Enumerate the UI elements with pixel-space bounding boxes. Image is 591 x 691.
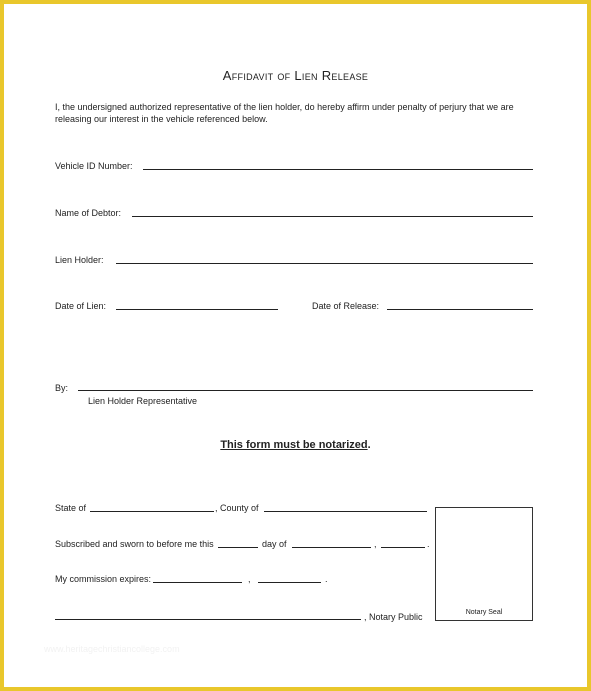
signature-line[interactable] bbox=[78, 390, 533, 391]
subscribed-month-line[interactable] bbox=[292, 547, 371, 548]
date-of-release-label: Date of Release: bbox=[312, 301, 380, 311]
date-of-release-line[interactable] bbox=[387, 309, 533, 310]
notary-seal-box bbox=[435, 507, 533, 621]
subscribed-comma: , bbox=[374, 539, 377, 549]
subscribed-year-line[interactable] bbox=[381, 547, 425, 548]
commission-period: . bbox=[325, 574, 328, 584]
intro-paragraph: I, the undersigned authorized representative of the lien holder, do hereby affirm under penalty of perjury that we are releasing our interest in the vehicle referenced below. bbox=[55, 102, 514, 124]
state-of-label: State of bbox=[55, 503, 87, 513]
lien-holder-line[interactable] bbox=[116, 263, 533, 264]
commission-year-line[interactable] bbox=[258, 582, 321, 583]
commission-label: My commission expires: bbox=[55, 574, 152, 584]
county-of-label: , County of bbox=[215, 503, 259, 513]
debtor-line[interactable] bbox=[132, 216, 533, 217]
commission-comma: , bbox=[248, 574, 251, 584]
notary-public-label: , Notary Public bbox=[364, 612, 423, 622]
notary-seal-label: Notary Seal bbox=[465, 609, 503, 616]
day-of-label: day of bbox=[262, 539, 287, 549]
debtor-label: Name of Debtor: bbox=[55, 208, 122, 218]
watermark-text: www.heritagechristiancollege.com bbox=[44, 644, 180, 654]
subscribed-label: Subscribed and sworn to before me this bbox=[55, 539, 214, 549]
by-label: By: bbox=[55, 383, 69, 393]
notarized-notice: This form must be notarized. bbox=[220, 439, 371, 451]
representative-caption: Lien Holder Representative bbox=[88, 396, 198, 406]
date-of-lien-label: Date of Lien: bbox=[55, 301, 107, 311]
notary-signature-line[interactable] bbox=[55, 619, 361, 620]
county-line[interactable] bbox=[264, 511, 427, 512]
vehicle-id-label: Vehicle ID Number: bbox=[55, 161, 133, 171]
document-title: Affidavit of Lien Release bbox=[222, 68, 369, 83]
state-line[interactable] bbox=[90, 511, 214, 512]
lien-holder-label: Lien Holder: bbox=[55, 255, 104, 265]
date-of-lien-line[interactable] bbox=[116, 309, 278, 310]
subscribed-period: . bbox=[427, 539, 430, 549]
subscribed-day-line[interactable] bbox=[218, 547, 258, 548]
commission-date-line[interactable] bbox=[153, 582, 242, 583]
vehicle-id-line[interactable] bbox=[143, 169, 533, 170]
